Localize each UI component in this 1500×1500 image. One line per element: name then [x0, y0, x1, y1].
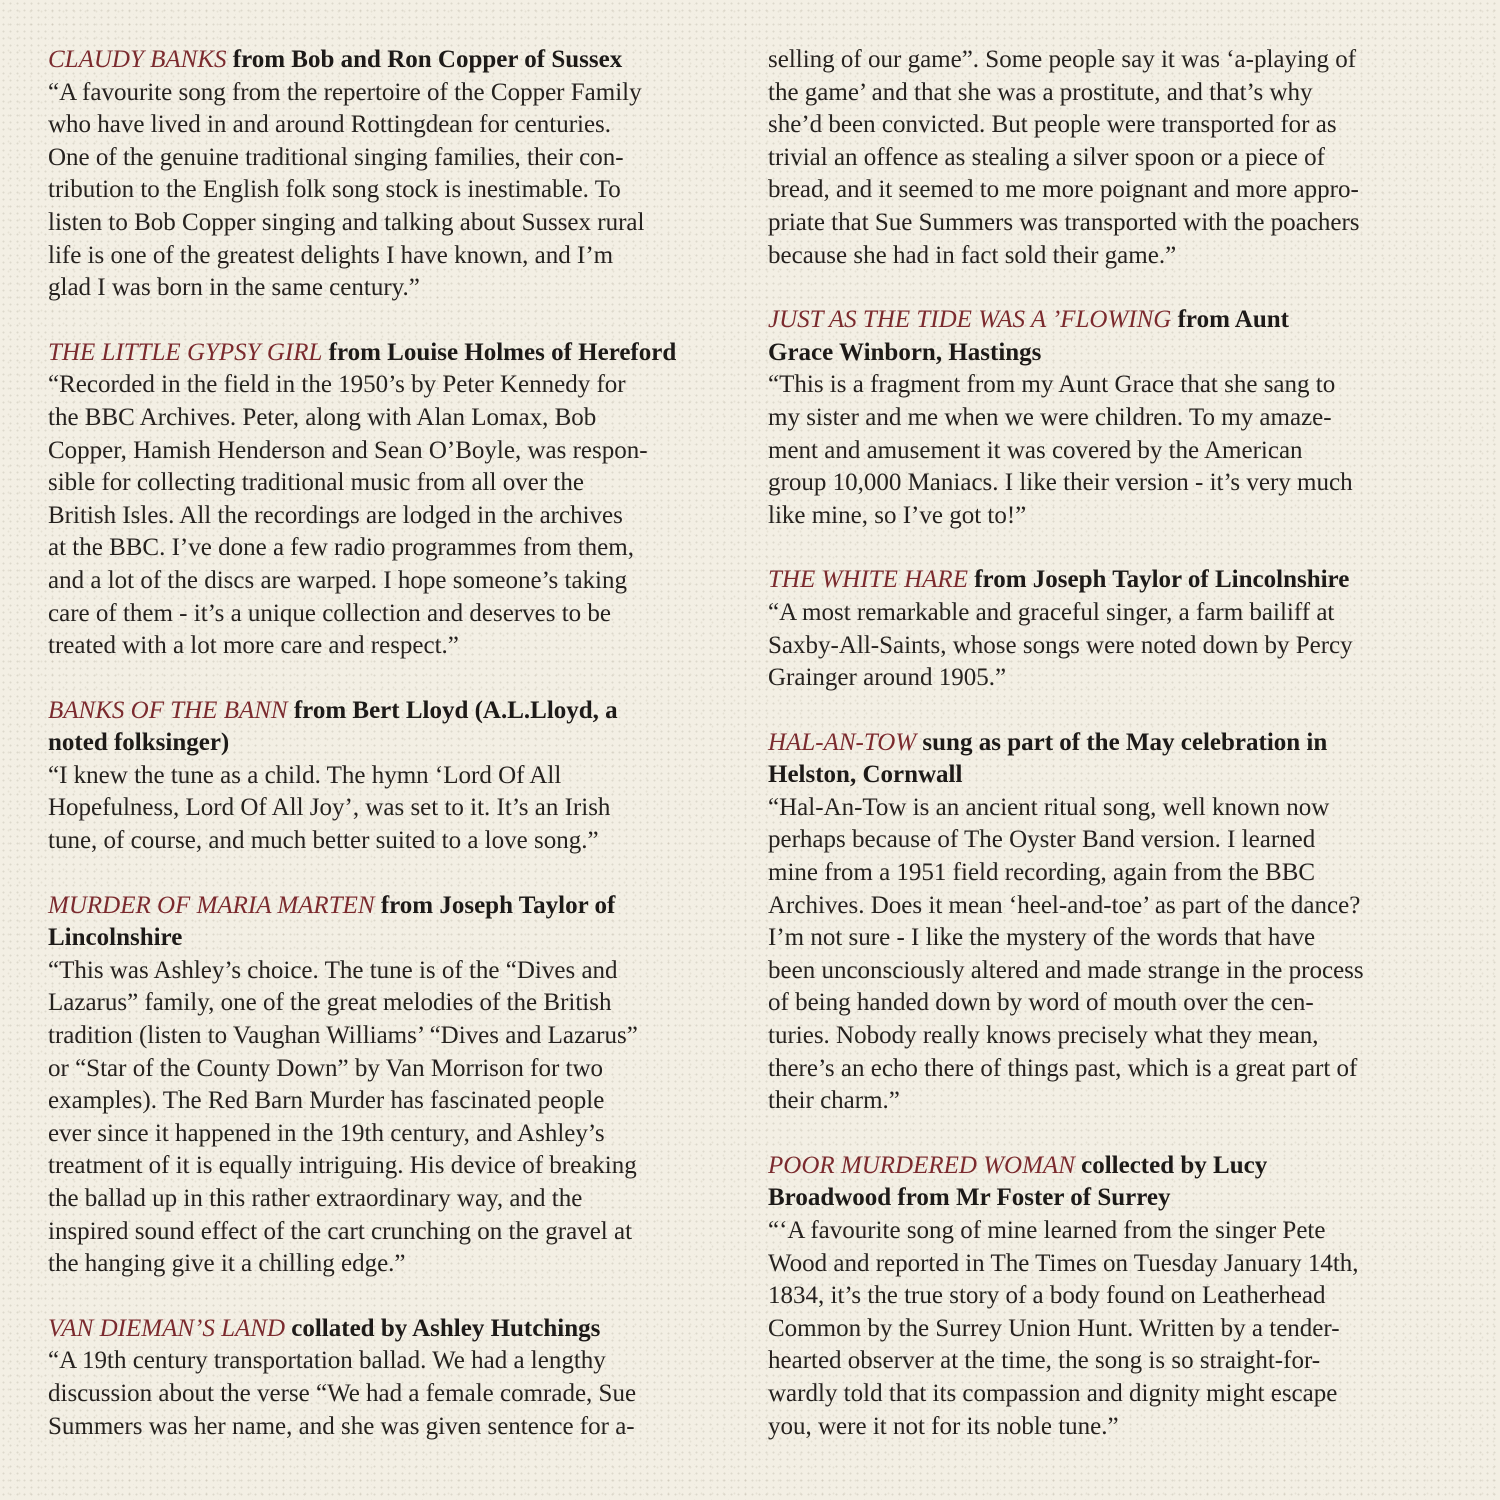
entry-continuation [768, 44, 1468, 272]
quote-line: ever since it happened in the 19th century, and Ashley’s [48, 1119, 605, 1147]
quote-line: tribution to the English folk song stock is inestimable. To [48, 176, 621, 204]
entry-heading-continued [768, 1182, 1468, 1215]
quote-line: treatment of it is equally intriguing. His device of breaking [48, 1152, 637, 1180]
quote-line: “A favourite song from the repertoire of the Copper Family [48, 78, 642, 106]
quote-line: Copper, Hamish Henderson and Sean O’Boyle, was respon- [48, 436, 648, 464]
song-source: from Joseph Taylor of Lincolnshire [967, 566, 1350, 594]
quote-line: of being handed down by word of mouth over the cen- [768, 989, 1314, 1017]
quote-line: Hopefulness, Lord Of All Joy’, was set to it. It’s an Irish [48, 794, 611, 822]
song-source: from Bert Lloyd (A.L.Lloyd, a [287, 696, 618, 724]
quote-line: because she had in fact sold their game.” [768, 241, 1177, 269]
quote-line: hearted observer at the time, the song is so straight-for- [768, 1347, 1321, 1375]
quote-line: bread, and it seemed to me more poignant and more appro- [768, 176, 1359, 204]
entry-the-little-gypsy-girl [48, 337, 748, 663]
song-source: collected by Lucy [1074, 1151, 1268, 1179]
quote-line: or “Star of the County Down” by Van Morrison for two [48, 1054, 604, 1082]
quote-line: Archives. Does it mean ‘heel-and-toe’ as part of the dance? [768, 891, 1361, 919]
entry-heading [768, 564, 1468, 597]
quote-line: Wood and reported in The Times on Tuesday January 14th, [768, 1249, 1359, 1277]
song-source-line2: noted folksinger) [48, 729, 230, 757]
quote-line: and a lot of the discs are warped. I hope someone’s taking [48, 566, 627, 594]
quote-line: she’d been convicted. But people were transported for as [768, 111, 1337, 139]
quote-line: at the BBC. I’ve done a few radio programmes from them, [48, 534, 634, 562]
quote-line: turies. Nobody really knows precisely what they mean, [768, 1022, 1319, 1050]
quote-line: their charm.” [768, 1087, 900, 1115]
quote-line: examples). The Red Barn Murder has fascinated people [48, 1087, 605, 1115]
entry-hal-an-tow [768, 727, 1468, 1118]
song-source: collated by Ashley Hutchings [285, 1314, 601, 1342]
quote-line: inspired sound effect of the cart crunching on the gravel at [48, 1217, 633, 1245]
quote-line: 1834, it’s the true story of a body found on Leatherhead [768, 1282, 1326, 1310]
song-source-line2: Grace Winborn, Hastings [768, 338, 1042, 366]
quote-line: selling of our game”. Some people say it was ‘a-playing of [768, 46, 1357, 73]
entry-heading-continued [48, 727, 748, 760]
song-title: POOR MURDERED WOMAN [768, 1151, 1075, 1179]
entry-heading [48, 1313, 748, 1346]
right-column [768, 44, 1468, 1475]
quote-line: like mine, so I’ve got to!” [768, 501, 1027, 529]
quote-line: perhaps because of The Oyster Band version. I learned [768, 826, 1316, 854]
quote-line: listen to Bob Copper singing and talking about Sussex rural [48, 208, 645, 236]
song-source-line2: Lincolnshire [48, 924, 183, 952]
quote-line: I’m not sure - I like the mystery of the words that have [768, 924, 1316, 952]
song-source: from Louise Holmes of Hereford [322, 338, 677, 366]
quote-line: group 10,000 Maniacs. I like their version - it’s very much [768, 469, 1353, 497]
quote-line: Lazarus” family, one of the great melodies of the British [48, 989, 612, 1017]
quote-line: Common by the Surrey Union Hunt. Written by a tender- [768, 1314, 1340, 1342]
quote-line: Grainger around 1905.” [768, 664, 1007, 692]
entry-heading [48, 695, 748, 728]
entry-just-as-the-tide-was-a-flowing [768, 304, 1468, 532]
quote-line: “Recorded in the field in the 1950’s by Peter Kennedy for [48, 371, 626, 399]
song-source: from Aunt [1171, 306, 1289, 334]
song-title: HAL-AN-TOW [768, 728, 917, 756]
quote-line: “A most remarkable and graceful singer, a farm bailiff at [768, 598, 1335, 626]
entry-murder-of-maria-marten [48, 890, 748, 1281]
song-source: sung as part of the May celebration in [916, 728, 1328, 756]
song-source-line2: Broadwood from Mr Foster of Surrey [768, 1184, 1171, 1212]
quote-line: care of them - it’s a unique collection and deserves to be [48, 599, 611, 627]
quote-line: Summers was her name, and she was given sentence for a- [48, 1412, 635, 1440]
quote-line: there’s an echo there of things past, which is a great part of [768, 1054, 1358, 1082]
quote-line: tradition (listen to Vaughan Williams’ “Dives and Lazarus” [48, 1022, 638, 1050]
quote-line: my sister and me when we were children. To my amaze- [768, 403, 1332, 431]
quote-line: who have lived in and around Rottingdean for centuries. [48, 111, 612, 139]
song-source: from Joseph Taylor of [374, 891, 616, 919]
entry-heading [48, 44, 748, 77]
entry-the-white-hare [768, 564, 1468, 694]
entry-heading [48, 337, 748, 370]
quote-line: British Isles. All the recordings are lodged in the archives [48, 501, 623, 529]
quote-line: tune, of course, and much better suited to a love song.” [48, 827, 599, 855]
song-title: CLAUDY BANKS [48, 46, 227, 73]
entry-banks-of-the-bann [48, 695, 748, 858]
song-source-line2: Helston, Cornwall [768, 761, 963, 789]
quote-line: life is one of the greatest delights I have known, and I’m [48, 241, 614, 269]
song-title: THE WHITE HARE [768, 566, 968, 594]
quote-line: the ballad up in this rather extraordinary way, and the [48, 1185, 583, 1212]
entry-van-dieman-s-land [48, 1313, 748, 1443]
quote-line: “A 19th century transportation ballad. We had a lengthy [48, 1347, 606, 1375]
quote-line: discussion about the verse “We had a female comrade, Sue [48, 1379, 637, 1407]
quote-line: ment and amusement it was covered by the American [768, 436, 1303, 464]
quote-line: the BBC Archives. Peter, along with Alan Lomax, Bob [48, 403, 597, 431]
quote-line: “‘A favourite song of mine learned from the singer Pete [768, 1217, 1326, 1244]
quote-line: “This is a fragment from my Aunt Grace that she sang to [768, 371, 1336, 399]
quote-line: you, were it not for its noble tune.” [768, 1412, 1119, 1440]
quote-line: treated with a lot more care and respect.” [48, 632, 459, 660]
song-title: BANKS OF THE BANN [48, 696, 288, 724]
quote-line: trivial an offence as stealing a silver spoon or a piece of [768, 143, 1325, 171]
song-title: JUST AS THE TIDE WAS A ’FLOWING [768, 306, 1172, 334]
quote-line: wardly told that its compassion and dignity might escape [768, 1379, 1338, 1407]
song-title: THE LITTLE GYPSY GIRL [48, 338, 323, 366]
quote-line: One of the genuine traditional singing families, their con- [48, 143, 624, 171]
entry-heading-continued [768, 759, 1468, 792]
entry-poor-murdered-woman [768, 1150, 1468, 1443]
quote-line: sible for collecting traditional music from all over the [48, 469, 584, 497]
entry-heading-continued [768, 337, 1468, 370]
left-column [48, 44, 748, 1475]
quote-line: the hanging give it a chilling edge.” [48, 1250, 406, 1278]
entry-heading [48, 890, 748, 923]
song-source: from Bob and Ron Copper of Sussex [226, 46, 623, 73]
song-title: VAN DIEMAN’S LAND [48, 1314, 286, 1342]
quote-line: mine from a 1951 field recording, again from the BBC [768, 859, 1316, 887]
entry-claudy-banks [48, 44, 748, 305]
entry-heading-continued [48, 922, 748, 955]
quote-line: been unconsciously altered and made strange in the process [768, 956, 1364, 984]
quote-line: glad I was born in the same century.” [48, 274, 420, 302]
quote-line: priate that Sue Summers was transported with the poachers [768, 208, 1360, 236]
quote-line: the game’ and that she was a prostitute, and that’s why [768, 78, 1313, 106]
quote-line: “This was Ashley’s choice. The tune is of the “Dives and [48, 956, 618, 984]
quote-line: “I knew the tune as a child. The hymn ‘Lord Of All [48, 761, 562, 789]
quote-line: “Hal-An-Tow is an ancient ritual song, well known now [768, 793, 1330, 821]
quote-line: Saxby-All-Saints, whose songs were noted down by Percy [768, 631, 1353, 659]
entry-heading [768, 304, 1468, 337]
entry-heading [768, 727, 1468, 760]
entry-heading [768, 1150, 1468, 1183]
song-title: MURDER OF MARIA MARTEN [48, 891, 375, 919]
